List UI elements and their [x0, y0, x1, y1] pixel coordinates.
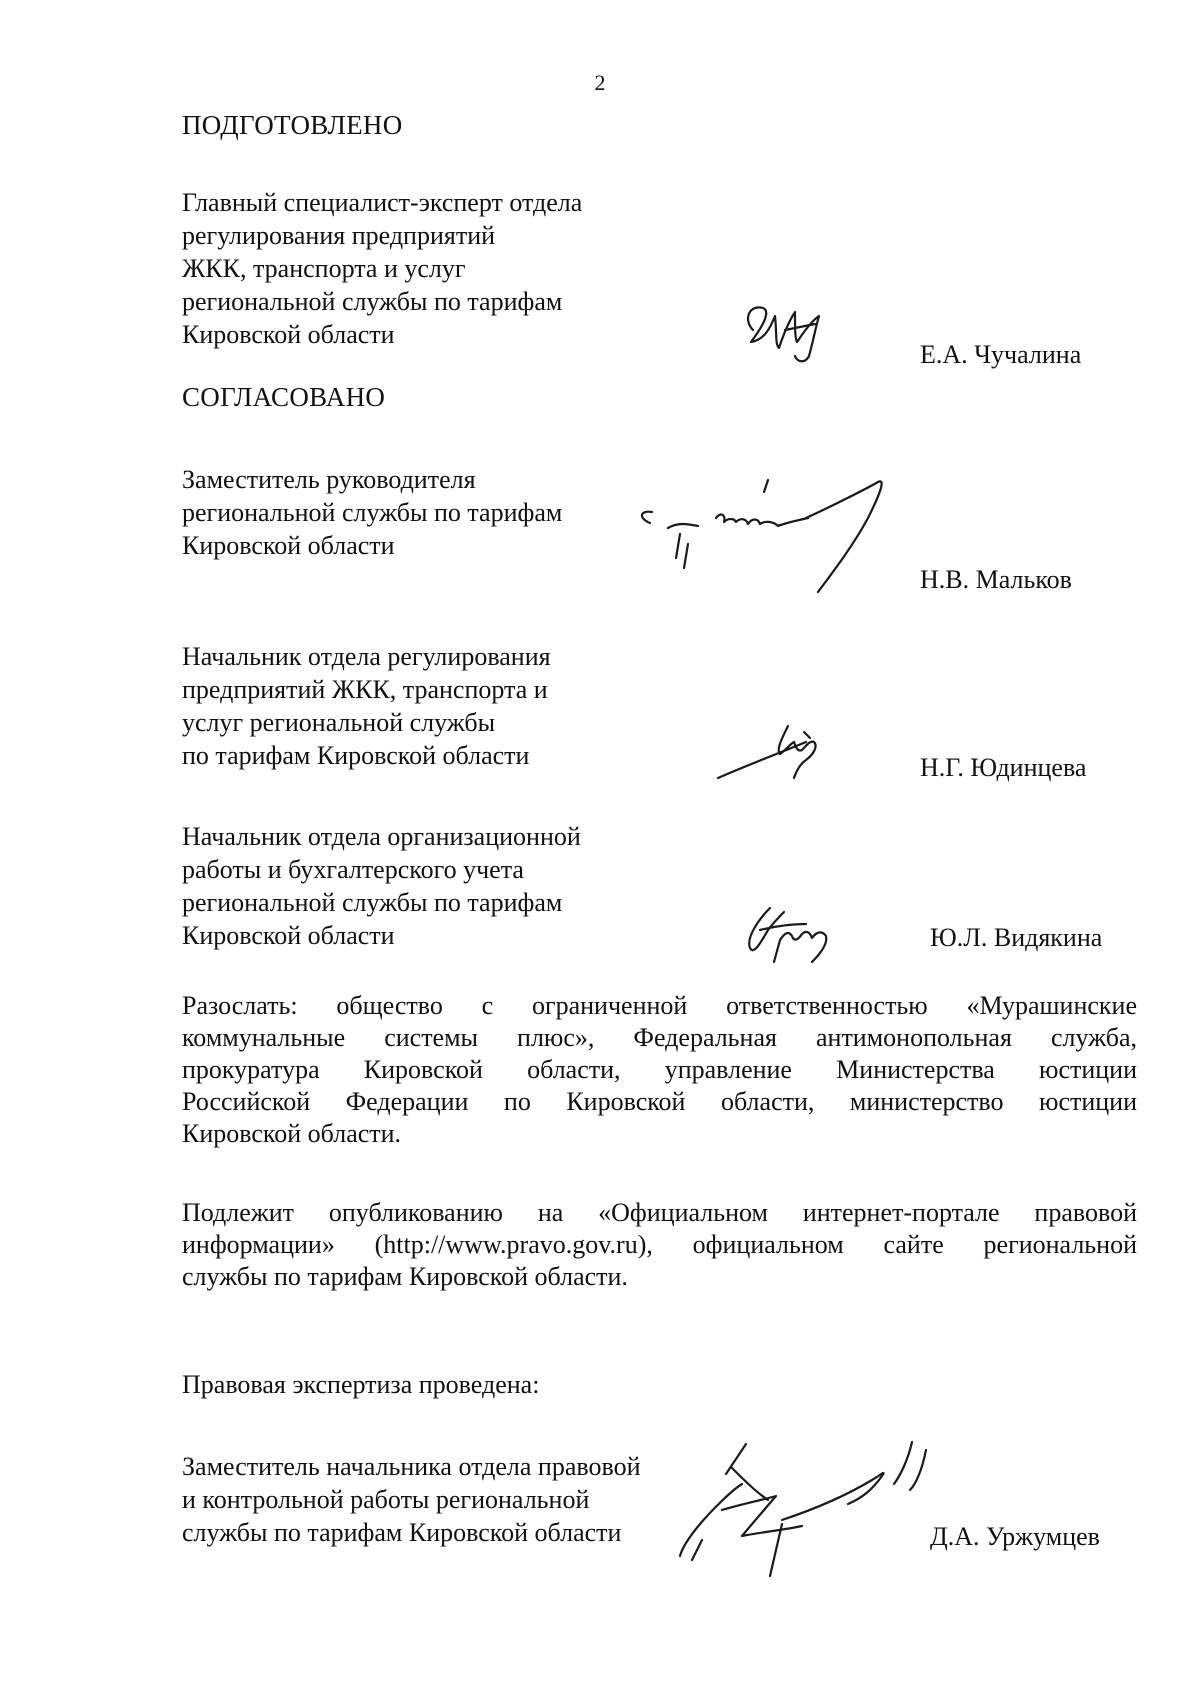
publication-paragraph: [182, 1197, 1137, 1293]
signatory-name: Н.Г. Юдинцева: [920, 753, 1087, 782]
signatory-name: Н.В. Мальков: [920, 565, 1072, 594]
distribution-line: прокуратура Кировской области, управление Министерства юстиции: [182, 1055, 1137, 1084]
publication-line: службы по тарифам Кировской области.: [182, 1262, 628, 1291]
distribution-line: Разослать: общество с ограниченной ответственностью «Мурашинские: [182, 991, 1137, 1020]
signatory-position: Заместитель руководителя региональной службы по тарифам Кировской области: [182, 465, 563, 560]
page-number: 2: [594, 70, 606, 95]
publication-line: информации» (http://www.pravo.gov.ru), официальном сайте региональной: [182, 1230, 1137, 1259]
signature-vidyakina: [740, 900, 860, 970]
prepared-position: Главный специалист-эксперт отдела регулирования предприятий ЖКК, транспорта и услуг региональной службы по тарифам Кировской области: [182, 188, 583, 349]
distribution-paragraph: [182, 990, 1137, 1150]
signatory-position: Начальник отдела организационной работы и бухгалтерского учета региональной службы по тарифам Кировской области: [182, 822, 581, 950]
signature-yudintseva: [710, 720, 850, 800]
publication-line: Подлежит опубликованию на «Официальном интернет-портале правовой: [182, 1198, 1137, 1227]
legal-review-label: Правовая экспертиза проведена:: [182, 1370, 540, 1399]
signature-malkov: [628, 478, 918, 628]
agreed-heading: СОГЛАСОВАНО: [182, 382, 386, 412]
legal-review-position: Заместитель начальника отдела правовой и контрольной работы региональной службы по тарифам Кировской области: [182, 1452, 641, 1547]
distribution-line: Кировской области.: [182, 1119, 402, 1148]
distribution-line: Российской Федерации по Кировской области, министерство юстиции: [182, 1087, 1137, 1116]
signatory-name: Ю.Л. Видякина: [930, 923, 1103, 952]
signatory-position: Начальник отдела регулирования предприятий ЖКК, транспорта и услуг региональной службы по тарифам Кировской области: [182, 642, 551, 770]
legal-review-name: Д.А. Уржумцев: [930, 1522, 1100, 1551]
prepared-name: Е.А. Чучалина: [920, 340, 1082, 369]
prepared-heading: ПОДГОТОВЛЕНО: [182, 110, 403, 140]
distribution-line: коммунальные системы плюс», Федеральная антимонопольная служба,: [182, 1023, 1137, 1052]
signature-urzhumtsev: [672, 1440, 972, 1580]
signature-chuchalina: [735, 290, 855, 370]
